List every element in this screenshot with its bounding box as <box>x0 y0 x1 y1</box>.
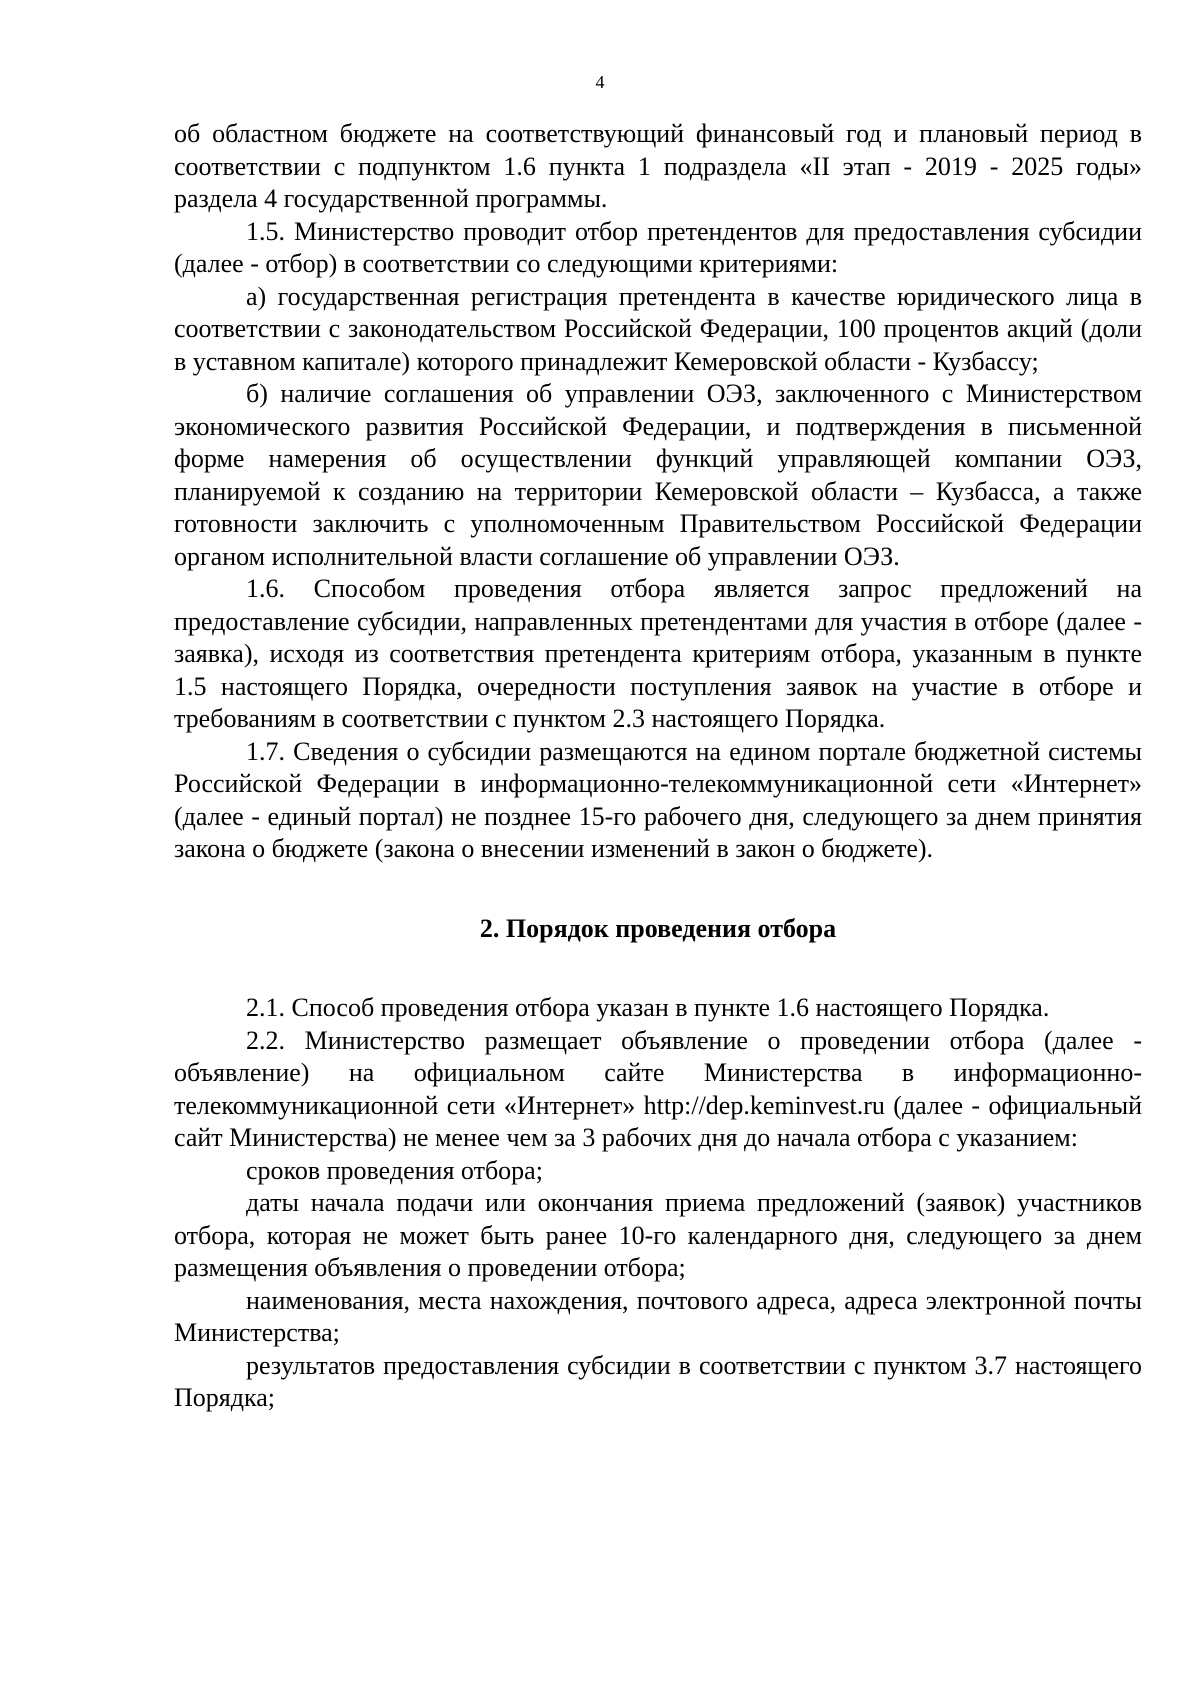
paragraph-1-7: 1.7. Сведения о субсидии размещаются на едином портале бюджетной системы Российской Федерации в информационно-телекоммуникационной сети «Интернет» (далее - единый портал) не позднее 15-го рабочего дня, следующего за днем принятия закона о бюджете (закона о внесении изменений в закон о бюджете). <box>174 736 1142 863</box>
list-item-dates: даты начала подачи или окончания приема предложений (заявок) участников отбора, которая не может быть ранее 10-го календарного дня, следующего за днем размещения объявления о проведении отбора; <box>174 1188 1142 1282</box>
paragraph-1-5: 1.5. Министерство проводит отбор претендентов для предоставления субсидии (далее - отбор) в соответствии со следующими критериями: <box>174 216 1142 278</box>
paragraph-1-5-b: б) наличие соглашения об управлении ОЭЗ, заключенного с Министерством экономического развития Российской Федерации, и подтверждения в письменной форме намерения об осуществлении функций управляющей компании ОЭЗ, планируемой к созданию на территории Кемеровской области – Кузбасса, а также готовности заключить с уполномоченным Правительством Российской Федерации органом исполнительной власти соглашение об управлении ОЭЗ. <box>174 379 1142 571</box>
document-body <box>174 118 1142 1415</box>
paragraph-1-6: 1.6. Способом проведения отбора является запрос предложений на предоставление субсидии, направленных претендентами для участия в отборе (далее - заявка), исходя из соответствия претендента критериям отбора, указанным в пункте 1.5 настоящего Порядка, очередности поступления заявок на участие в отборе и требованиям в соответствии с пунктом 2.3 настоящего Порядка. <box>174 574 1142 733</box>
paragraph-2-2: 2.2. Министерство размещает объявление о проведении отбора (далее - объявление) на официальном сайте Министерства в информационно-телекоммуникационной сети «Интернет» http://dep.keminvest.ru (далее - официальный сайт Министерства) не менее чем за 3 рабочих дня до начала отбора с указанием: <box>174 1025 1142 1152</box>
list-item-results: результатов предоставления субсидии в соответствии с пунктом 3.7 настоящего Порядка; <box>174 1350 1142 1412</box>
section-2-heading: 2. Порядок проведения отбора <box>479 913 837 943</box>
paragraph-2-1: 2.1. Способ проведения отбора указан в пункте 1.6 настоящего Порядка. <box>246 993 1050 1022</box>
page-number: 4 <box>595 72 605 92</box>
paragraph-budget-continuation: об областном бюджете на соответствующий финансовый год и плановый период в соответствии с подпунктом 1.6 пункта 1 подраздела «II этап - 2019 - 2025 годы» раздела 4 государственной программы. <box>174 119 1142 213</box>
list-item-terms: сроков проведения отбора; <box>246 1155 543 1185</box>
paragraph-1-5-a: а) государственная регистрация претендента в качестве юридического лица в соответствии с законодательством Российской Федерации, 100 процентов акций (доли в уставном капитале) которого принадлежит Кемеровской области - Кузбассу; <box>174 281 1142 376</box>
list-item-ministry-contacts: наименования, места нахождения, почтового адреса, адреса электронной почты Министерства; <box>174 1285 1142 1347</box>
